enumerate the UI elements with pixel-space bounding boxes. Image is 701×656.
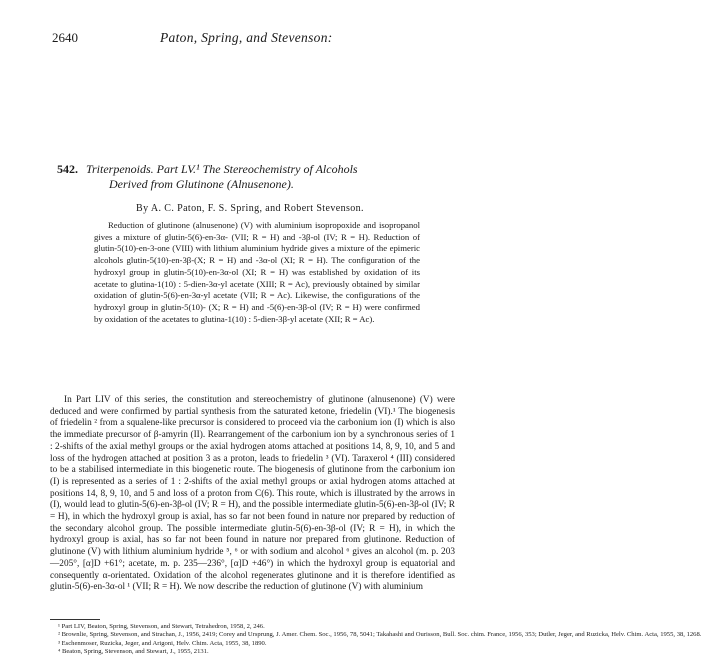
footnote-3: ³ Eschenmoser, Ruzicka, Jeger, and Arigoni, Helv. Chim. Acta, 1955, 38, 1890. [58,639,267,647]
footnotes [50,623,701,656]
title-line-1: Triterpenoids. Part LV.¹ The Stereochemistry of Alcohols [86,162,358,176]
title-line-2: Derived from Glutinone (Alnusenone). [109,177,294,191]
main-text [50,395,455,594]
author-line: By A. C. Paton, F. S. Spring, and Robert Stevenson. [136,203,364,214]
footnote-1: ¹ Part LIV, Beaton, Spring, Stevenson, and Stewart, Tetrahedron, 1958, 2, 246. [58,623,265,630]
page-number: 2640 [52,30,78,45]
article-number: 542. [57,162,78,176]
abstract [94,220,420,325]
body-paragraph: In Part LIV of this series, the constitution and stereochemistry of glutinone (alnusenone) (V) were deduced and were confirmed by partial synthesis from the saturated ketone, friedelin (VI).¹ The biogenesis of friedelin ² from a squalene-like precursor is considered to proceed via the carbonium ion (I) which is also the immediate precursor of β-amyrin (II). Rearrangement of the carbonium ion by a synchronous series of 1 : 2-shifts of the axial methyl groups or the axial hydrogen atoms attached at positions 14, 8, 9, 10, and 5 and loss of the hydrogen attached at position 3 as a proton, leads to friedelin ³ (VI). Taraxerol ⁴ (III) considered to be a stabilised intermediate in this biogenetic route. The biogenesis of glutinone from the carbonium ion (I) is represented as a series of 1 : 2-shifts of the axial methyl groups or axial hydrogen atoms attached at positions 14, 8, 9, 10, and 5 and loss of a proton from C(6). This route, which is illustrated by the arrows in (I), would lead to glutin-5(6)-en-3β-ol (IV; R = H), and the possible intermediate glutin-5(6)-en-3β-ol (IV; R = H), in which the hydroxyl group is axial, has so far not been found in nature nor prepared by reduction of the secondary alcohol group. The possible intermediate glutin-5(6)-en-3β-ol (IV; R = H), in which the hydroxyl group is axial, has so far not been found in nature nor prepared from glutinone. Reduction of glutinone (V) with lithium aluminium hydride ⁵, ⁶ or with sodium and alcohol ⁶ gives an alcohol (m. p. 203—205°, [α]D +61°; acetate, m. p. 235—236°, [α]D +46°) in which the hydroxyl group is equatorial and consequently α-orientated. Oxidation of the alcohol regenerates glutinone and it is therefore identified as glutin-5(6)-en-3α-ol ¹ (VII; R = H). We now describe the reduction of glutinone (V) with aluminium [50,395,455,593]
running-header [52,30,452,48]
running-title: Paton, Spring, and Stevenson: [160,30,333,45]
abstract-text: Reduction of glutinone (alnusenone) (V) with aluminium isopropoxide and isopropanol gives a mixture of glutin-5(6)-en-3α- (VII; R = H) and -3β-ol (IV; R = H). Reduction of glutin-5(10)-en-3-one (VIII) with lithium aluminium hydride gives a mixture of the epimeric alcohols glutin-5(10)-en-3β-(X; R = H) and -3α-ol (XI; R = H). The configuration of the hydroxyl group in glutin-5(10)-en-3α-ol (XI; R = H) was established by oxidation of its acetate to glutina-1(10) : 5-dien-3α-yl acetate (XIII; R = Ac), previously obtained by similar oxidation of glutin-5(6)-en-3α-yl acetate (VII; R = Ac). Likewise, the configurations of the hydroxyl group in glutin-5(10)- (X; R = H) and -5(6)-en-3β-ol (IV; R = H) were confirmed by oxidation of the acetates to glutina-1(10) : 5-dien-3β-yl acetate (XII; R = Ac). [94,220,420,324]
footnote-2: ² Brownlie, Spring, Stevenson, and Strachan, J., 1956, 2419; Corey and Ursprung, J. Amer. Chem. Soc., 1956, 78, 5041; Takahashi and Ourisson, Bull. Soc. chim. France, 1956, 353; Dutler, Jeger, and Ruzicka, Helv. Chim. Acta, 1955, 38, 1268. [58,631,701,639]
article-title [57,162,447,192]
footnote-rule [50,619,100,620]
footnote-4: ⁴ Beaton, Spring, Stevenson, and Stewart, J., 1955, 2131. [58,647,209,655]
